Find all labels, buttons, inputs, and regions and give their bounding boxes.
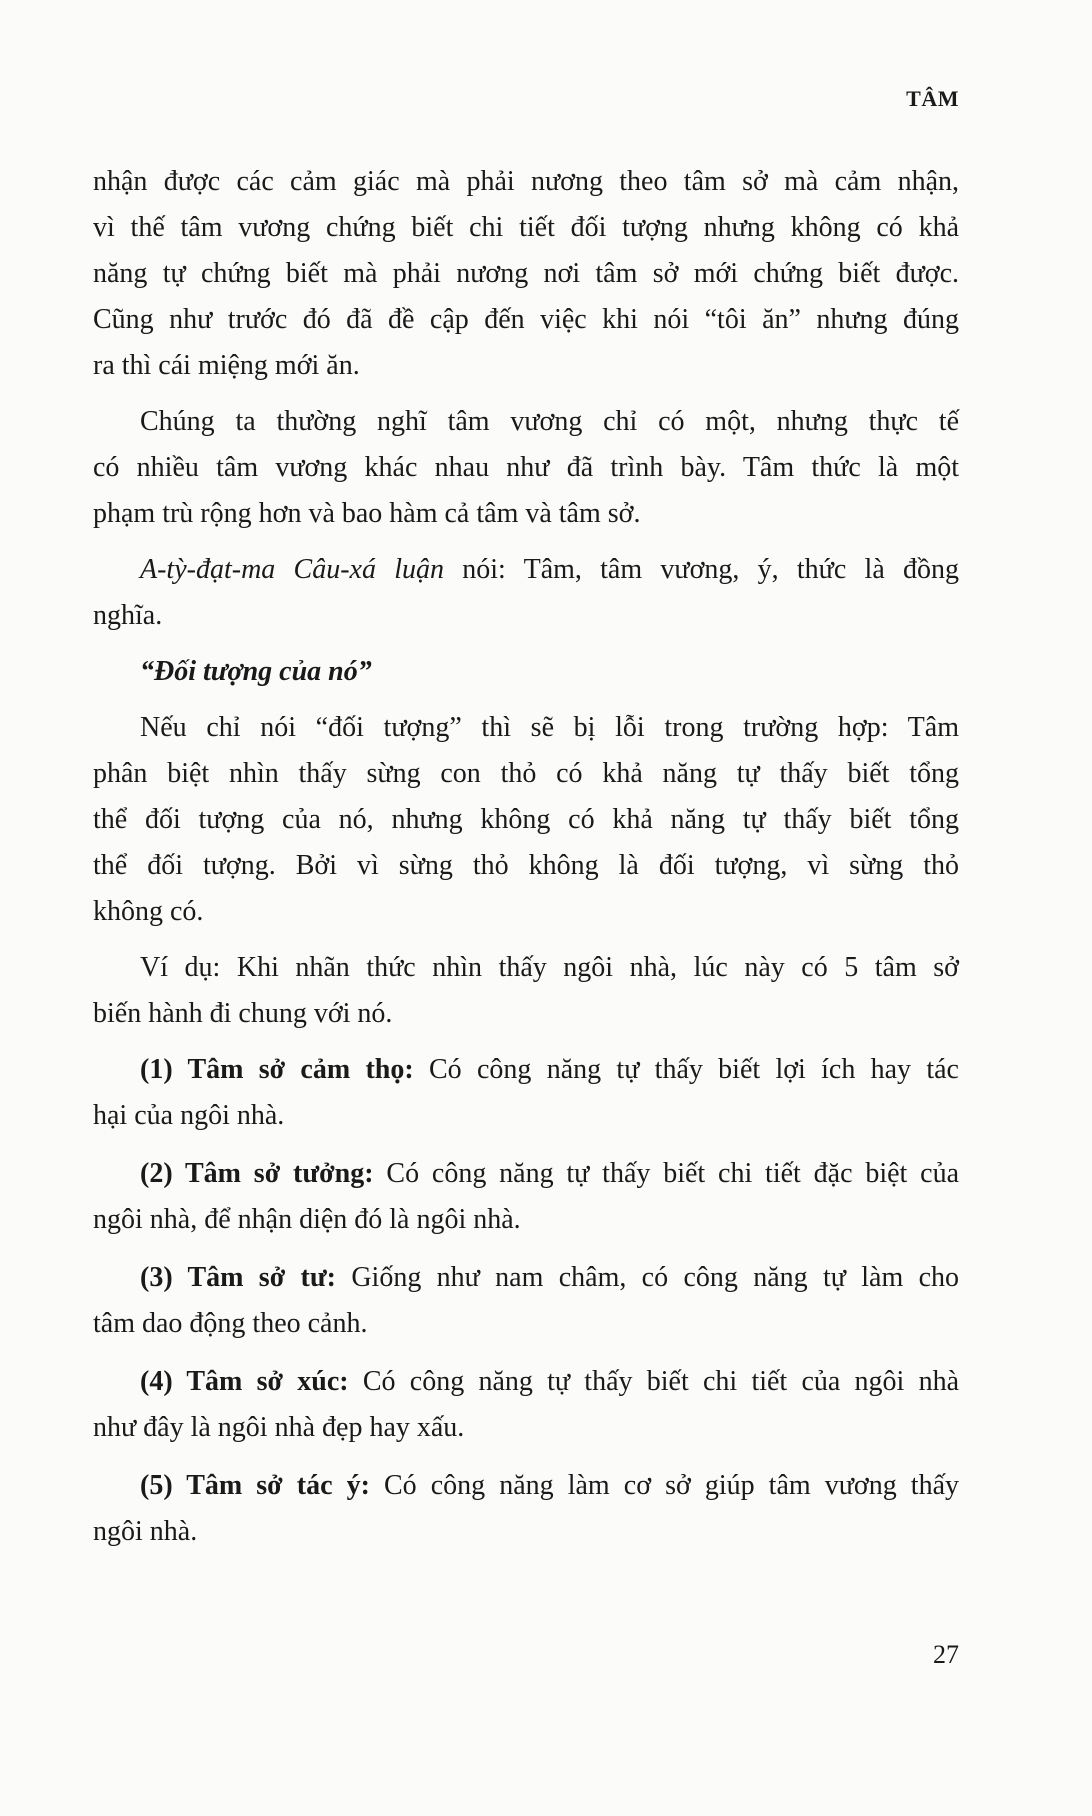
text-line: [140, 1468, 959, 1504]
text-line: [93, 450, 959, 486]
text-line: [140, 552, 959, 588]
text-line: [140, 1260, 959, 1296]
text-line: [93, 256, 959, 292]
text-run: thể đối tượng. Bởi vì sừng thỏ không là đối tượng, vì sừng thỏ: [93, 850, 959, 881]
text-run: có nhiều tâm vương khác nhau như đã trình bày. Tâm thức là một: [93, 452, 959, 483]
emphasized-text: A-tỳ-đạt-ma Câu-xá luận: [140, 554, 445, 585]
text-line: [140, 654, 959, 690]
text-line: [93, 756, 959, 792]
page-number: 27: [933, 1640, 959, 1669]
text-line: [140, 950, 959, 986]
text-line: [93, 1514, 959, 1550]
text-run: hại của ngôi nhà.: [93, 1100, 285, 1131]
text-run: phân biệt nhìn thấy sừng con thỏ có khả năng tự thấy biết tổng: [93, 758, 959, 789]
text-run: Có công năng làm cơ sở giúp tâm vương thấy: [369, 1470, 959, 1501]
text-run: nhận được các cảm giác mà phải nương theo tâm sở mà cảm nhận,: [93, 166, 959, 197]
text-run: thể đối tượng của nó, nhưng không có khả năng tự thấy biết tổng: [93, 804, 959, 835]
emphasized-text: (1) Tâm sở cảm thọ:: [140, 1054, 414, 1085]
text-run: Ví dụ: Khi nhãn thức nhìn thấy ngôi nhà, lúc này có 5 tâm sở: [140, 952, 959, 983]
emphasized-text: (2) Tâm sở tưởng:: [140, 1158, 374, 1189]
text-line: [93, 1306, 959, 1342]
text-line: [93, 348, 959, 384]
text-run: vì thế tâm vương chứng biết chi tiết đối tượng nhưng không có khả: [93, 212, 959, 243]
text-line: [93, 164, 959, 200]
text-line: [93, 996, 959, 1032]
text-run: Cũng như trước đó đã đề cập đến việc khi nói “tôi ăn” nhưng đúng: [93, 304, 959, 335]
text-run: như đây là ngôi nhà đẹp hay xấu.: [93, 1412, 465, 1443]
text-line: [93, 1098, 959, 1134]
text-run: Nếu chỉ nói “đối tượng” thì sẽ bị lỗi trong trường hợp: Tâm: [140, 712, 959, 743]
emphasized-text: (4) Tâm sở xúc:: [140, 1366, 349, 1397]
text-run: Có công năng tự thấy biết lợi ích hay tác: [413, 1054, 959, 1085]
emphasized-text: (3) Tâm sở tư:: [140, 1262, 336, 1293]
text-line: [93, 598, 959, 634]
running-head-title: TÂM: [906, 86, 959, 111]
text-line: [93, 302, 959, 338]
text-line: [93, 1410, 959, 1446]
text-run: nói: Tâm, tâm vương, ý, thức là đồng: [444, 554, 959, 585]
text-run: tâm dao động theo cảnh.: [93, 1308, 368, 1339]
text-run: ra thì cái miệng mới ăn.: [93, 350, 360, 381]
text-line: [93, 802, 959, 838]
text-run: Giống như nam châm, có công năng tự làm cho: [336, 1262, 959, 1293]
text-line: [140, 404, 959, 440]
text-run: Có công năng tự thấy biết chi tiết đặc biệt của: [373, 1158, 959, 1189]
text-line: [140, 1156, 959, 1192]
text-run: nghĩa.: [93, 600, 163, 631]
text-run: Có công năng tự thấy biết chi tiết của ngôi nhà: [348, 1366, 960, 1397]
text-line: [93, 210, 959, 246]
emphasized-text: “Đối tượng của nó”: [140, 656, 372, 687]
text-line: [140, 710, 959, 746]
text-run: ngôi nhà.: [93, 1516, 198, 1547]
text-run: biến hành đi chung với nó.: [93, 998, 393, 1029]
text-run: phạm trù rộng hơn và bao hàm cả tâm và tâm sở.: [93, 498, 641, 529]
text-run: năng tự chứng biết mà phải nương nơi tâm sở mới chứng biết được.: [93, 258, 959, 289]
text-run: ngôi nhà, để nhận diện đó là ngôi nhà.: [93, 1204, 521, 1235]
text-run: không có.: [93, 896, 204, 927]
text-line: [93, 894, 959, 930]
emphasized-text: (5) Tâm sở tác ý:: [140, 1470, 370, 1501]
text-line: [140, 1364, 959, 1400]
text-run: Chúng ta thường nghĩ tâm vương chỉ có một, nhưng thực tế: [140, 406, 959, 437]
text-line: [140, 1052, 959, 1088]
text-line: [93, 848, 959, 884]
text-line: [93, 496, 959, 532]
text-line: [93, 1202, 959, 1238]
